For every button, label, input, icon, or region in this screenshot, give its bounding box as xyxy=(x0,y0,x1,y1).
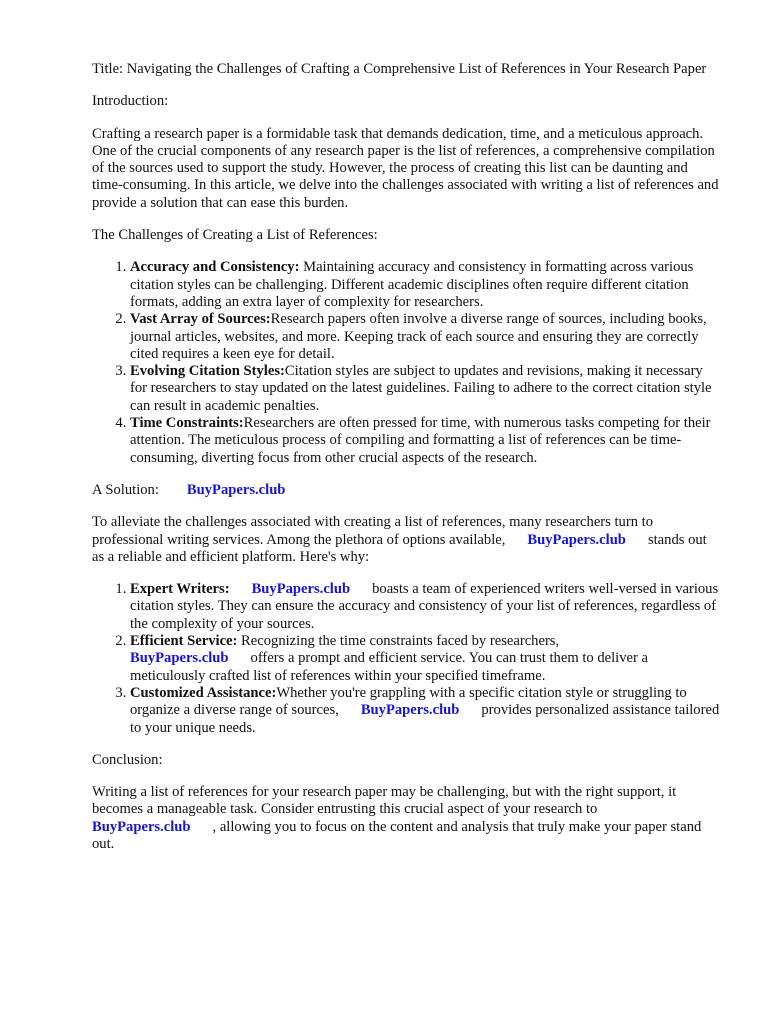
benefit-text: boasts a team of experienced writers well-versed in various citation styles. They can ensure the accuracy and consistency of your list of references, regardless of the complexity of your sources. xyxy=(130,581,719,632)
solution-label: A Solution: xyxy=(92,481,159,498)
challenge-text: Researchers are often pressed for time, with numerous tasks competing for their attention. The meticulous process of compiling and formatting a list of references can be time-consuming, diverting focus from other crucial aspects of the research. xyxy=(130,415,711,466)
benefit-item xyxy=(130,633,720,685)
benefit-item xyxy=(130,581,720,633)
solution-text-start: To alleviate the challenges associated with creating a list of references, many researchers turn to professional writing services. Among the plethora of options available, xyxy=(92,514,653,548)
challenge-label: Time Constraints: xyxy=(130,415,244,432)
conclusion-text-end: , allowing you to focus on the content and analysis that truly make your paper stand out. xyxy=(92,818,702,852)
benefits-list xyxy=(92,581,720,737)
challenge-label: Accuracy and Consistency: xyxy=(130,259,300,276)
challenge-label: Vast Array of Sources: xyxy=(130,311,271,328)
brand-link[interactable]: BuyPapers.club xyxy=(527,531,626,548)
challenges-heading: The Challenges of Creating a List of References: xyxy=(92,227,378,244)
challenge-item xyxy=(130,363,720,415)
conclusion-text-start: Writing a list of references for your research paper may be challenging, but with the right support, it becomes a manageable task. Consider entrusting this crucial aspect of your research to xyxy=(92,784,677,818)
document-title: Title: Navigating the Challenges of Crafting a Comprehensive List of References in Your Research Paper xyxy=(92,61,707,77)
solution-line xyxy=(92,482,720,499)
benefit-label: Expert Writers: xyxy=(130,581,230,598)
challenge-text: Citation styles are subject to updates and revisions, making it necessary for researchers to stay updated on the latest guidelines. Failing to adhere to the correct citation style can result in academic penalties. xyxy=(130,363,712,414)
benefit-label: Customized Assistance: xyxy=(130,684,277,701)
benefit-text: provides personalized assistance tailored to your unique needs. xyxy=(130,702,720,736)
brand-link[interactable]: BuyPapers.club xyxy=(92,818,191,835)
document-page xyxy=(92,61,720,868)
benefit-text: Whether you're grappling with a specific citation style or struggling to organize a diverse range of sources, xyxy=(130,684,687,719)
brand-link[interactable]: BuyPapers.club xyxy=(186,481,286,498)
challenge-text: Maintaining accuracy and consistency in formatting across various citation styles can be challenging. Different academic disciplines often require different citation formats, adding an extra layer of complexity for researchers. xyxy=(130,259,694,310)
brand-link[interactable]: BuyPapers.club xyxy=(130,650,229,667)
conclusion-paragraph xyxy=(92,784,720,853)
introduction-heading: Introduction: xyxy=(92,93,169,110)
challenge-text: Research papers often involve a diverse range of sources, including books, journal articles, websites, and more. Keeping track of each source and ensuring they are correctly cited requires a keen eye for detail. xyxy=(130,311,707,362)
brand-link[interactable]: BuyPapers.club xyxy=(360,702,460,719)
challenge-item xyxy=(130,415,720,467)
conclusion-heading: Conclusion: xyxy=(92,751,163,768)
benefit-text: offers a prompt and efficient service. You can trust them to deliver a meticulously crafted list of references within your specified timeframe. xyxy=(130,650,648,684)
challenges-list xyxy=(92,259,720,467)
challenge-label: Evolving Citation Styles: xyxy=(130,363,285,380)
solution-text-end: stands out as a reliable and efficient platform. Here's why: xyxy=(92,531,707,565)
benefit-item xyxy=(130,685,720,737)
benefit-label: Efficient Service: xyxy=(130,633,238,650)
challenge-item xyxy=(130,259,720,311)
challenge-item xyxy=(130,311,720,363)
benefit-text: Recognizing the time constraints faced by researchers, xyxy=(237,633,560,650)
brand-link[interactable]: BuyPapers.club xyxy=(251,581,351,598)
solution-paragraph xyxy=(92,514,720,566)
introduction-paragraph: Crafting a research paper is a formidable task that demands dedication, time, and a meticulous approach. One of the crucial components of any research paper is the list of references, a comprehensive compilation of the sources used to support the study. However, the process of creating this list can be daunting and time-consuming. In this article, we delve into the challenges associated with writing a list of references and provide a solution that can ease this burden. xyxy=(92,125,719,211)
